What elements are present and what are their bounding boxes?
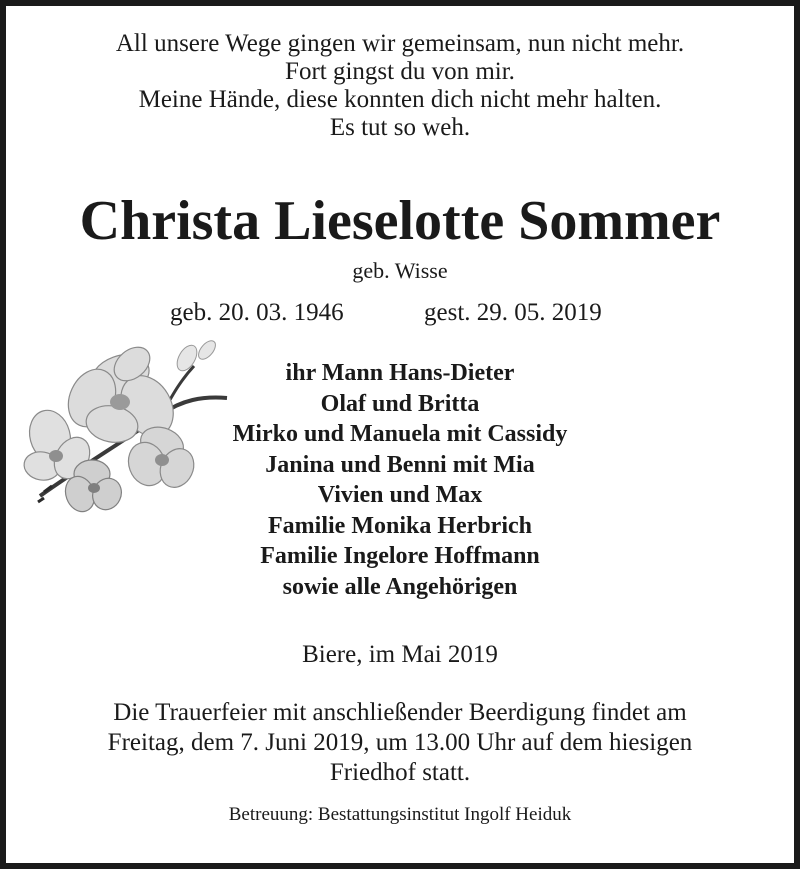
- mourner-line: Vivien und Max: [317, 482, 483, 508]
- mourner-line: Janina und Benni mit Mia: [265, 451, 535, 478]
- mourner-line: Olaf und Britta: [320, 390, 480, 417]
- death-date: gest. 29. 05. 2019: [424, 299, 602, 326]
- birth-date: geb. 20. 03. 1946: [170, 299, 344, 326]
- funeral-notice: [0, 698, 800, 788]
- mourners-list: [160, 358, 640, 602]
- deceased-name: Christa Lieselotte Sommer: [79, 190, 721, 252]
- poem-line: Fort gingst du von mir.: [285, 58, 515, 85]
- mourner-line: ihr Mann Hans-Dieter: [285, 360, 515, 386]
- mourner-line: sowie alle Angehörigen: [282, 573, 518, 600]
- mourner-line: Familie Monika Herbrich: [268, 512, 532, 539]
- notice-line: Die Trauerfeier mit anschließender Beerdigung findet am: [113, 699, 687, 726]
- place-date: Biere, im Mai 2019: [302, 641, 498, 668]
- poem-line: Meine Hände, diese konnten dich nicht mehr halten.: [138, 86, 662, 113]
- poem: [0, 30, 800, 142]
- funeral-home-credit: Betreuung: Bestattungsinstitut Ingolf Heiduk: [228, 804, 572, 825]
- poem-line: All unsere Wege gingen wir gemeinsam, nun nicht mehr.: [115, 30, 685, 57]
- poem-line: Es tut so weh.: [329, 114, 471, 141]
- mourner-line: Mirko und Manuela mit Cassidy: [232, 421, 568, 447]
- mourner-line: Familie Ingelore Hoffmann: [260, 543, 540, 569]
- notice-line: Freitag, dem 7. Juni 2019, um 13.00 Uhr auf dem hiesigen: [107, 729, 693, 756]
- notice-line: Friedhof statt.: [329, 759, 471, 786]
- maiden-name: geb. Wisse: [352, 258, 448, 283]
